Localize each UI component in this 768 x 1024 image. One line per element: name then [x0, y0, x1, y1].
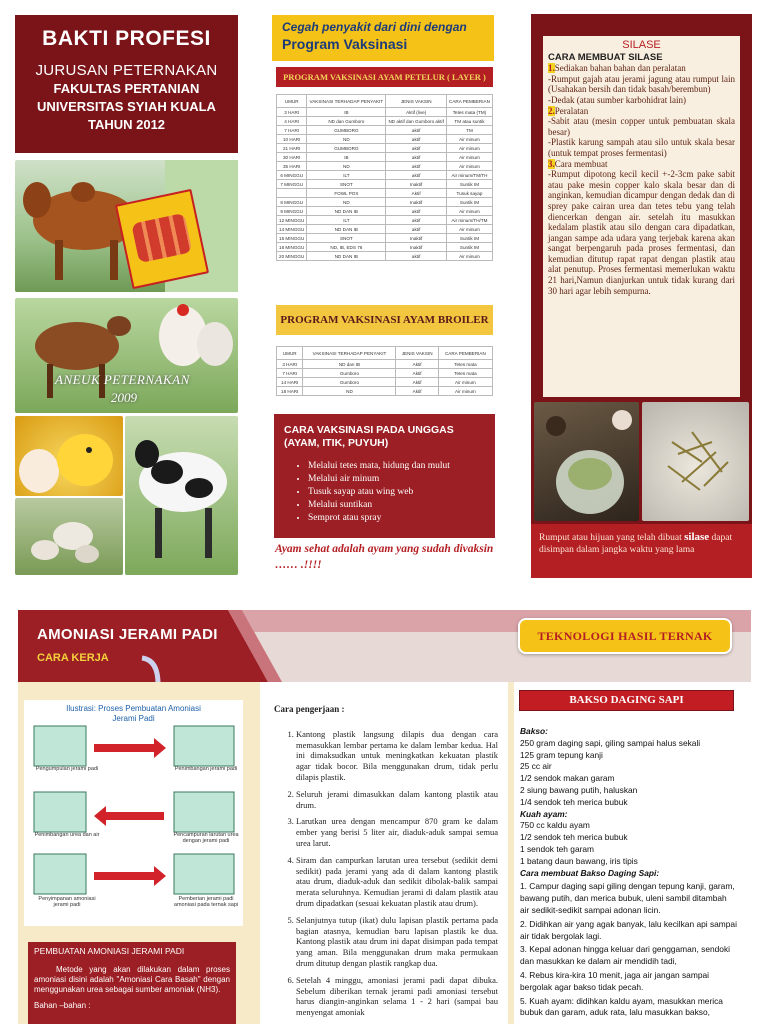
table-cell: Suntik IM — [446, 234, 492, 243]
table-cell: ND dan IB — [303, 360, 396, 369]
ingredient: 750 cc kaldu ayam — [520, 820, 590, 831]
ingredient: 25 cc air — [520, 761, 552, 772]
recipe-step: 3. Kepal adonan hingga keluar dari genggaman, sendoki dan masukkan ke dalam air mendidih tadi, — [520, 944, 730, 967]
table-cell: 30 HARI — [277, 153, 307, 162]
list-item: • Melalui air minum — [308, 473, 485, 486]
faculty-name: FAKULTAS PERTANIAN — [53, 81, 200, 96]
table-cell: 8 MINGGU — [277, 198, 307, 207]
table-cell: FOWL POX — [307, 189, 386, 198]
step-label: Pemberian jerami padi amoniasi pada ternak sapi — [173, 896, 239, 908]
step-label: Pengumpulan jerami padi — [35, 766, 99, 772]
table-row — [277, 117, 493, 126]
caption-text: Rumput atau hijuan yang telah dibuat — [539, 533, 685, 543]
table-cell: aktif — [386, 135, 447, 144]
step-number: 2. — [548, 105, 555, 116]
silage-text-box — [543, 36, 740, 397]
table-header-cell: JENIS VAKSIN — [396, 347, 438, 360]
table-cell: ND DAN IB — [307, 252, 386, 261]
table-cell: aktif — [386, 252, 447, 261]
list-item: 3. Larutkan urea dengan mencampur 870 gram ke dalam ember yang berisi 5 liter air, diaduk-aduk sampai semua urea larut. — [296, 816, 498, 848]
table-cell: Air minum — [446, 144, 492, 153]
table-cell: TM atau suntik — [446, 117, 492, 126]
table-cell: ND dan Gumboro — [307, 117, 386, 126]
illustration-title — [24, 704, 243, 724]
table-cell: Tetes mata (TM) — [446, 108, 492, 117]
table-cell: Aktif — [396, 369, 438, 378]
step-label: Penimbangan jerami padi — [174, 766, 238, 772]
list-item: • Semprot atau spray — [308, 512, 485, 525]
procedure-list — [274, 729, 498, 1018]
table-cell: 9 MINGGU — [277, 207, 307, 216]
table-cell: Aktif — [396, 378, 438, 387]
table-row — [277, 387, 493, 396]
step-text: Cara membuat — [554, 158, 608, 169]
silage-material-grass: -Rumput gajah atau jerami jagung atau rumput lain (Usahakan bersih dan tidak basah/berembun) — [548, 73, 735, 95]
ingredient: 1/2 sendok teh merica bubuk — [520, 832, 628, 843]
table-cell: Air minum — [438, 378, 492, 387]
table-row — [277, 108, 493, 117]
recipe-step: 1. Campur daging sapi giling dengan tepung kanji, garam, bawang putih, dan merica bubuk, uleni sambil ditambah air sedikit-sedikit sampai adonan licin. — [520, 881, 735, 915]
list-item: • Tusuk sayap atau wing web — [308, 486, 485, 499]
silage-subtitle: CARA MEMBUAT SILASE — [548, 51, 663, 63]
photo-caption: ANEUK PETERNAKAN — [55, 372, 190, 387]
list-item: 4. Siram dan campurkan larutan urea tersebut (sedikit demi sedikit) pada jerami yang ada di dalam kantong plastik atau drum, diaduk-aduk dan sedikit dibolak-balik sampai merata seluruhnya. Kemudian jerami di dalam plastik atau drum dipadatkan (sesuai kekuatan plastik atau drum). — [296, 855, 498, 909]
step-label: Penyimpanan amoniasi jerami padi — [38, 896, 96, 908]
ingredient: 250 gram daging sapi, giling sampai halus sekali — [520, 737, 701, 748]
table-cell: Inaktif — [386, 234, 447, 243]
table-cell: Air minum — [446, 162, 492, 171]
table-cell: IB — [307, 153, 386, 162]
table-cell: 4 HARI — [277, 117, 307, 126]
table-cell: ILT — [307, 216, 386, 225]
step-text: Peralatan — [554, 105, 589, 116]
table-header-cell: CARA PEMBERIAN — [446, 95, 492, 108]
table-row — [277, 207, 493, 216]
dairy-cow-photo — [125, 416, 238, 575]
ingredient: 1/2 sendok makan garam — [520, 773, 615, 784]
table-cell: Tetes mata — [438, 360, 492, 369]
table-cell: aktif — [386, 171, 447, 180]
table-cell: 7 HARI — [277, 369, 303, 378]
caption-highlight: silase — [684, 531, 710, 543]
table-cell: ND aktif dan Gumboro aktif — [386, 117, 447, 126]
table-header-cell: VAKSINASI TERHADAP PENYAKIT — [307, 95, 386, 108]
chick-illustration — [15, 416, 123, 496]
chick-photo — [15, 416, 123, 496]
table-cell: Air minum/TH/TM — [446, 216, 492, 225]
table-row — [277, 135, 493, 144]
vaccination-method-title: CARA VAKSINASI PADA UNGGAS (AYAM, ITIK, PUYUH) — [284, 424, 454, 449]
vaccination-header — [272, 15, 494, 61]
silage-process-photo — [534, 402, 639, 521]
table-cell: Suntik IM — [446, 243, 492, 252]
table-cell: 18 HARI — [277, 387, 303, 396]
table-cell: aktif — [386, 162, 447, 171]
table-cell: ND — [307, 198, 386, 207]
table-cell: 3 HARI — [277, 360, 303, 369]
silage-bag-illustration — [534, 402, 639, 521]
step-label: Pencampuran larutan urea dengan jerami padi — [173, 832, 239, 844]
table-cell: GUMBORO — [307, 126, 386, 135]
table-cell: ND, IB, EDS 76 — [307, 243, 386, 252]
ingredient: 125 gram tepung kanji — [520, 749, 603, 760]
step-number: 3. — [548, 158, 555, 169]
photo-year: 2009 — [111, 390, 137, 405]
cara-membuat-label: Cara membuat Bakso Daging Sapi: — [520, 867, 660, 878]
silage-procedure: -Rumput dipotong kecil kecil +-2-3cm pake sabit atau pake mesin copper kalo skala besar dan di anginkan, kemudian dicampur dengan dedak dan di sprey pake cairan urea dan tetes tebu yang telah diencerkan dengan air. setelah itu masukkan kedalam plastik atau silo dengan cara dipadatkan, jangan sampe ada udara yang terjebak karena akan sangat berpengaruh pada proses fermentasi, dan kemudian ditutup rapat rapat dengan plastik atau alat penutup. Proses fermentasi memerlukan waktu 21 hari,Namun dianjurkan untuk tidak kurang dari 30 hari agar lebih sempurna. — [548, 169, 735, 296]
caption-text: dapat disimpan dalam jangka waktu yang lama — [539, 533, 733, 555]
table-cell: ND — [307, 162, 386, 171]
layer-program-title: PROGRAM VAKSINASI AYAM PETELUR ( LAYER ) — [276, 67, 493, 87]
pembuatan-amoniasi-box — [28, 942, 236, 1024]
table-cell: ND DAN IB — [307, 225, 386, 234]
table-cell: 6 MINGGU — [277, 171, 307, 180]
table-cell: aktif — [386, 153, 447, 162]
sheep-illustration — [15, 498, 123, 575]
university-name: UNIVERSITAS SYIAH KUALA — [37, 99, 216, 114]
silage-step-1 — [548, 63, 735, 74]
table-cell: ND DAN IB — [307, 207, 386, 216]
silage-photos — [531, 399, 752, 524]
table-cell: 20 MINGGU — [277, 252, 307, 261]
silage-material-bran: -Dedak (atau sumber karbohidrat lain) — [548, 94, 686, 105]
table-cell: Aktif — [386, 189, 447, 198]
table-header-cell: JENIS VAKSIN — [386, 95, 447, 108]
table-cell: 10 HARI — [277, 135, 307, 144]
amoniasi-illustration — [24, 700, 243, 926]
table-header-row — [277, 95, 493, 108]
table-cell: Air minum — [438, 387, 492, 396]
table-cell: Air minum/TM/TH — [446, 171, 492, 180]
table-header-cell: VAKSINASI TERHADAP PENYAKIT — [303, 347, 396, 360]
table-cell: aktif — [386, 225, 447, 234]
table-cell: Inaktif — [386, 198, 447, 207]
table-cell: 15 MINGGU — [277, 234, 307, 243]
table-cell: Air minum — [446, 153, 492, 162]
table-header-row — [277, 347, 493, 360]
brochure-title: BAKTI PROFESI — [42, 27, 211, 50]
table-row — [277, 225, 493, 234]
table-row — [277, 234, 493, 243]
table-cell: SNOT — [307, 180, 386, 189]
table-cell: 12 MINGGU — [277, 216, 307, 225]
table-cell: 14 HARI — [277, 378, 303, 387]
table-cell: Gumboro — [303, 369, 396, 378]
header-panel — [15, 15, 238, 153]
table-cell: ND — [307, 135, 386, 144]
silage-tool-plastic: -Plastik karung sampah atau silo untuk skala besar (untuk tempat proses fermentasi) — [548, 137, 735, 158]
silage-caption — [531, 524, 752, 578]
table-cell: 7 HARI — [277, 126, 307, 135]
table-row — [277, 171, 493, 180]
table-row — [277, 378, 493, 387]
department-name: JURUSAN PETERNAKAN — [35, 62, 218, 79]
step-number: 1. — [548, 63, 555, 74]
table-cell: Air minum — [446, 135, 492, 144]
silage-step-3 — [548, 159, 735, 170]
dairy-cow-illustration — [125, 416, 238, 575]
ingredient: 2 siung bawang putih, haluskan — [520, 784, 638, 795]
table-cell: IB — [307, 108, 386, 117]
table-cell: ND — [303, 387, 396, 396]
healthy-chicken-slogan: Ayam sehat adalah ayam yang sudah divaksin …… .!!!! — [275, 543, 494, 571]
list-item: 5. Selanjutnya tutup (ikat) dulu lapisan plastik pertama pada bagian atasnya, kemudian baru lapisan plastik ke dua. Kantong plastik atau drum ini dapat disimpan pada tempat yang aman. Bila menggunakan drum maka permukaan drum ditutup dengan plastik rangkap dua. — [296, 915, 498, 969]
vaccination-method-box — [274, 414, 495, 538]
table-row — [277, 360, 493, 369]
procedure-column — [260, 682, 508, 1024]
table-row — [277, 144, 493, 153]
broiler-vaccine-table — [276, 346, 493, 396]
table-row — [277, 189, 493, 198]
vaccination-method-list — [284, 460, 485, 525]
layer-vaccine-table — [276, 94, 493, 261]
table-cell: Air minum — [446, 225, 492, 234]
cara-kerja-label: CARA KERJA — [37, 652, 109, 664]
goat-chicken-photo — [15, 298, 238, 413]
table-cell: aktif — [386, 216, 447, 225]
livestock-photo-collage — [15, 160, 238, 575]
layer-vaccine-table-wrap — [276, 94, 493, 261]
teknologi-banner: TEKNOLOGI HASIL TERNAK — [518, 618, 732, 654]
recipe-step: 4. Rebus kira-kira 10 menit, jaga air jangan sampai bergolak agar bakso tidak pecah. — [520, 969, 709, 992]
step-label: Penimbangan urea dan air — [34, 832, 100, 838]
table-cell: ILT — [307, 171, 386, 180]
procedure-title: Cara pengerjaan : — [274, 704, 345, 714]
table-row — [277, 252, 493, 261]
table-cell: Aktif — [396, 360, 438, 369]
table-row — [277, 180, 493, 189]
table-cell: Tusuk sayap — [446, 189, 492, 198]
ingredient: 1 batang daun bawang, iris tipis — [520, 855, 638, 866]
table-cell: aktif — [386, 144, 447, 153]
year-label: TAHUN 2012 — [87, 117, 166, 132]
chopped-grass-illustration — [642, 402, 749, 521]
table-cell: aktif — [386, 207, 447, 216]
list-item: 6. Setelah 4 minggu, amoniasi jerami padi dapat dibuka. Sebelum diberikan ternak jerami padi amoniasi tersebut harus diangin-anginkan selama 1 - 2 hari (sampai bau menyengat amoniak — [296, 975, 498, 1018]
table-header-cell: UMUR — [277, 347, 303, 360]
table-cell: Suntik IM — [446, 180, 492, 189]
table-cell: 16 MINGGU — [277, 243, 307, 252]
ingredient: 1/4 sendok teh merica bubuk — [520, 796, 628, 807]
sheep-photo — [15, 498, 123, 575]
table-cell: Tetes mata — [438, 369, 492, 378]
broiler-program-title: PROGRAM VAKSINASI AYAM BROILER — [276, 305, 493, 335]
table-cell: 14 MINGGU — [277, 225, 307, 234]
list-item: 2. Seluruh jerami dimasukkan dalam kantong plastik atau drum. — [296, 789, 498, 811]
table-row — [277, 243, 493, 252]
table-cell: Air minum — [446, 252, 492, 261]
table-row — [277, 369, 493, 378]
table-cell: Suntik IM — [446, 198, 492, 207]
ingredient: 1 sendok teh garam — [520, 843, 595, 854]
pembuatan-text: Metode yang akan dilakukan dalam proses amoniasi disini adalah "Amoniasi Cara Basah" dengan menggunakan urea sebagai sumber amoniak (NH3). — [34, 965, 230, 994]
table-cell: Air minum — [446, 207, 492, 216]
table-header-cell: UMUR — [277, 95, 307, 108]
table-cell: Aktif — [396, 387, 438, 396]
bakso-recipe — [520, 726, 738, 1019]
kuah-label: Kuah ayam: — [520, 808, 568, 819]
table-cell: Inaktif — [386, 243, 447, 252]
recipe-step: 5. Kuah ayam: didihkan kaldu ayam, masukkan merica bubuk dan garam, aduk rata, lalu masukkan bakso, — [520, 995, 723, 1018]
table-cell: GUMBORO — [307, 144, 386, 153]
table-cell: aktif — [386, 126, 447, 135]
vaccination-title: Program Vaksinasi — [282, 36, 408, 52]
table-cell: 21 HARI — [277, 144, 307, 153]
table-cell — [277, 189, 307, 198]
silage-title: SILASE — [622, 39, 661, 51]
amoniasi-title: AMONIASI JERAMI PADI — [37, 626, 218, 643]
list-item: • Melalui suntikan — [308, 499, 485, 512]
table-cell: SNOT — [307, 234, 386, 243]
table-cell: Aktif (live) — [386, 108, 447, 117]
step-text: Sediakan bahan bahan dan peralatan — [554, 63, 686, 74]
list-item: 1. Kantong plastik langsung dilapis dua dengan cara memasukkan lembar pertama ke dalam lembar kedua. Hal ini dimaksudkan untuk meningkatkan kekuatan plastik agar tidak bocor. Bila menggunakan drum, tidak perlu dilapis plastik. — [296, 729, 498, 783]
broiler-vaccine-table-wrap — [276, 346, 493, 396]
table-row — [277, 198, 493, 207]
table-cell: Gumboro — [303, 378, 396, 387]
bahan-label: Bahan –bahan : — [34, 1001, 91, 1010]
table-cell: TM — [446, 126, 492, 135]
bakso-label: Bakso: — [520, 726, 548, 736]
silage-step-2 — [548, 106, 735, 117]
recipe-step: 2. Didihkan air yang agak banyak, lalu kecilkan api sampai air tidak bergolak lagi. — [520, 918, 737, 941]
table-row — [277, 216, 493, 225]
table-cell: 35 HARI — [277, 162, 307, 171]
illustration-title-line: Jerami Padi — [112, 714, 155, 723]
table-cell: 7 MINGGU — [277, 180, 307, 189]
table-row — [277, 162, 493, 171]
table-cell: Inaktif — [386, 180, 447, 189]
illustration-title-line: Ilustrasi: Proses Pembuatan Amoniasi — [66, 704, 201, 713]
silage-result-photo — [642, 402, 749, 521]
table-cell: 3 HARI — [277, 108, 307, 117]
vaccination-pretitle: Cegah penyakit dari dini dengan — [282, 20, 467, 34]
pembuatan-title: PEMBUATAN AMONIASI JERAMI PADI — [34, 946, 185, 956]
bakso-title: BAKSO DAGING SAPI — [519, 690, 734, 711]
table-row — [277, 153, 493, 162]
silage-tool-sickle: -Sabit atau (mesin copper untuk pembuatan skala besar) — [548, 116, 735, 137]
table-row — [277, 126, 493, 135]
table-header-cell: CARA PEMBERIAN — [438, 347, 492, 360]
list-item: • Melalui tetes mata, hidung dan mulut — [308, 460, 485, 473]
